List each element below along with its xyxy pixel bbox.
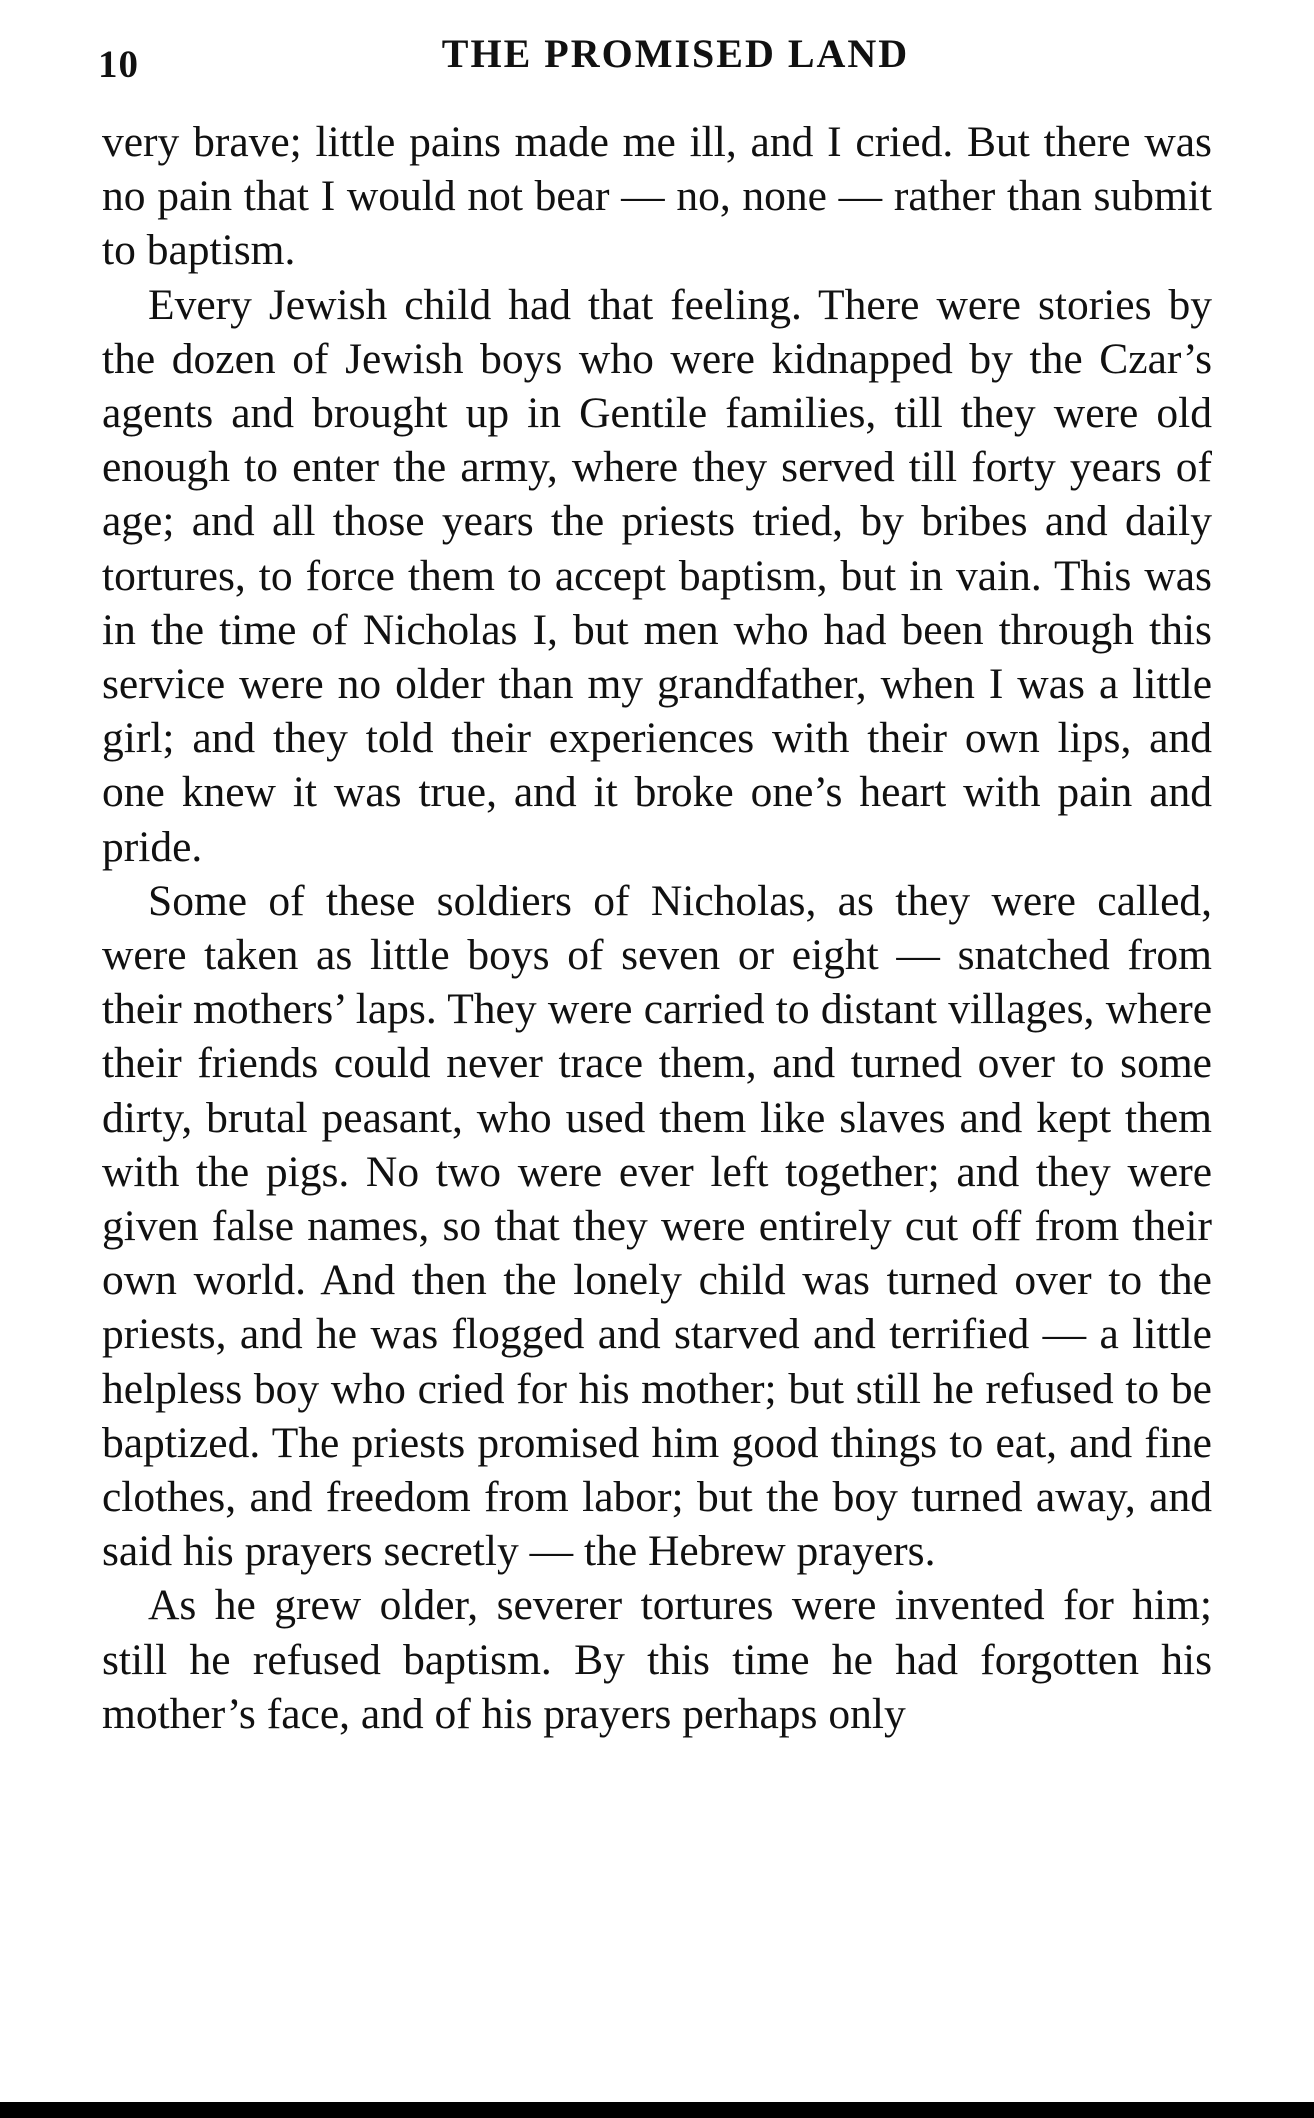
paragraph-continued: very brave; little pains made me ill, and I cried. But there was no pain that I would not bear — no, none — rather than submit to baptism. bbox=[102, 118, 1212, 275]
paragraph: Every Jewish child had that feeling. There were stories by the dozen of Jewish boys who were kidnapped by the Czar’s agents and brought up in Gentile families, till they were old enough to enter the army, where they served till forty years of age; and all those years the priests tried, by bribes and daily tortures, to force them to accept baptism, but in vain. This was in the time of Nicholas I, but men who had been through this service were no older than my grandfather, when I was a little girl; and they told their experiences with their own lips, and one knew it was true, and it broke one’s heart with pain and pride. bbox=[102, 280, 1212, 871]
page-number: 10 bbox=[98, 43, 139, 86]
scan-bottom-edge bbox=[0, 2102, 1314, 2118]
page-header bbox=[98, 30, 1213, 90]
running-title: THE PROMISED LAND bbox=[441, 31, 910, 76]
paragraph: Some of these soldiers of Nicholas, as they were called, were taken as little boys of seven or eight — snatched from their mothers’ laps. They were carried to distant villages, where their friends could never trace them, and turned over to some dirty, brutal peasant, who used them like slaves and kept them with the pigs. No two were ever left together; and they were given false names, so that they were entirely cut off from their own world. And then the lonely child was turned over to the priests, and he was flogged and starved and terrified — a little helpless boy who cried for his mother; but still he refused to be baptized. The priests promised him good things to eat, and fine clothes, and freedom from labor; but the boy turned away, and said his prayers secretly — the Hebrew prayers. bbox=[102, 876, 1212, 1576]
paragraph: As he grew older, severer tortures were invented for him; still he refused baptism. By this time he had forgotten his mother’s face, and of his prayers perhaps only bbox=[102, 1581, 1212, 1738]
body-text bbox=[102, 115, 1212, 1741]
